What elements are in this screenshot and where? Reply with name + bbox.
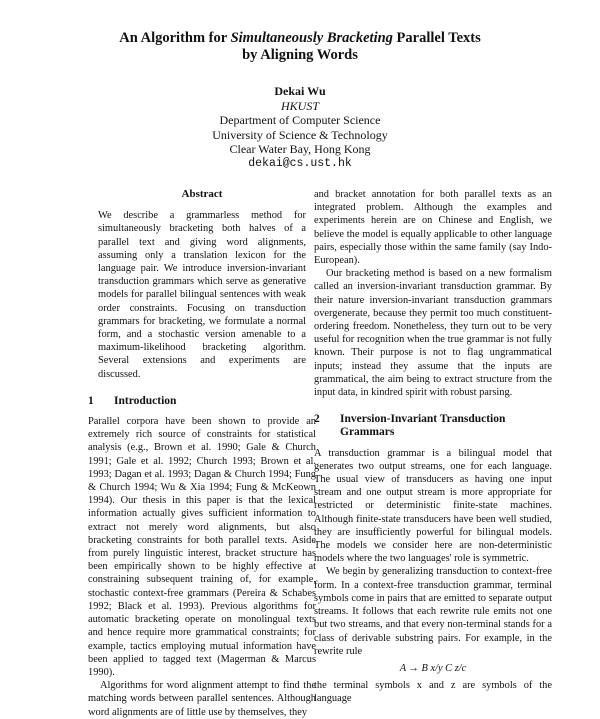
section-2-para-1: A transduction grammar is a bilingual model that generates two output streams, one for each language. The usual view of transducers as having one input stream and one output stream is more appropriate for restricted or deterministic finite-state machines. Although finite-state transducers have been well studied, they are insufficiently powerful for bilingual models. The models we consider here are non-deterministic models where the two languages' role is symmetric. [314,447,552,565]
paper-title [0,30,600,64]
author-address: Clear Water Bay, Hong Kong [229,142,371,156]
rewrite-rule: A → B x/y C z/c [399,662,467,674]
abstract-section [88,188,316,381]
section-1-title: Introduction [114,394,177,407]
section-1-heading [88,395,316,408]
section-2-heading [314,413,552,439]
title-line-1: An Algorithm for Simultaneously Bracketing Parallel Texts [119,30,481,46]
section-1-number: 1 [88,394,94,407]
section-2-title: Inversion-Invariant Transduction Grammars [340,413,506,439]
section-2-para-2: We begin by generalizing transduction to context-free form. In a context-free transduction grammar, terminal symbols come in pairs that are emitted to separate output streams. It follows that each rewrite rule emits not one but two streams, and that every non-terminal stands for a class of derivable substring pairs. For example, in the rewrite rule [314,566,552,657]
author-department: Department of Computer Science [219,113,381,127]
right-column [314,188,552,706]
abstract-text: We describe a grammarless method for simultaneously bracketing both halves of a parallel text and giving word alignments, assuming only a translation lexicon for the language pair. We introduce inversion-invariant transduction grammars which serve as generative models for parallel bilingual sentences with weak order constraints. Focusing on transduction grammars for bracketing, we formulate a normal form, and a stochastic version amenable to a maximum-likelihood bracketing algorithm. Several extensions and experiments are discussed. [98,210,306,380]
author-university: University of Science & Technology [212,127,388,142]
author-block [0,84,600,171]
section-2-para-3: the terminal symbols x and z are symbols of the language [314,680,552,705]
author-name: Dekai Wu [274,84,326,98]
title-italic: Simultaneously Bracketing [230,30,393,46]
right-para-1: and bracket annotation for both parallel texts as an integrated problem. Although the examples and experiments herein are on Chinese and English, we believe the model is equally applicable to other language pairs, especially those within the same family (say Indo-European). [314,189,552,267]
section-1-para-2: Algorithms for word alignment attempt to find the matching words between parallel sentences. Although word alignments are of little use by themselves, they [88,680,316,718]
left-column [88,188,316,719]
section-2-number: 2 [314,413,320,426]
title-line-2: by Aligning Words [242,47,358,63]
abstract-heading: Abstract [181,188,223,200]
author-institution: HKUST [280,98,319,113]
section-1-para-1: Parallel corpora have been shown to provide an extremely rich source of constraints for statistical analysis (e.g., Brown et al. 1990; Gale & Church 1991; Gale et al. 1992; Church 1993; Brown et al. 1993; Dagan et al. 1993; Dagan & Church 1994; Fung & Church 1994; Wu & Xia 1994; Fung & McKeown 1994). Our thesis in this paper is that the lexical information actually gives sufficient information to extract not merely word alignments, but also bracketing constraints for both parallel texts. Aside from purely linguistic interest, bracket structure has been empirically shown to be highly effective at constraining subsequent training of, for example, stochastic context-free grammars (Pereira & Schabes 1992; Black et al. 1993). Previous algorithms for automatic bracketing operate on monolingual texts and hence require more grammatical constraints; for example, tactics employing mutual information have been applied to tagged text (Magerman & Marcus 1990). [88,416,316,678]
right-para-2: Our bracketing method is based on a new formalism called an inversion-invariant transduction grammar. By their nature inversion-invariant transduction grammars overgenerate, because they permit too much constituent-ordering freedom. Nonetheless, they turn out to be very useful for recognition when the true grammar is not fully known. Their purpose is not to flag ungrammatical inputs; instead they assume that the inputs are grammatical, the aim being to extract structure from the input data, in kindred spirit with robust parsing. [314,268,552,399]
author-email: dekai@cs.ust.hk [248,156,352,170]
